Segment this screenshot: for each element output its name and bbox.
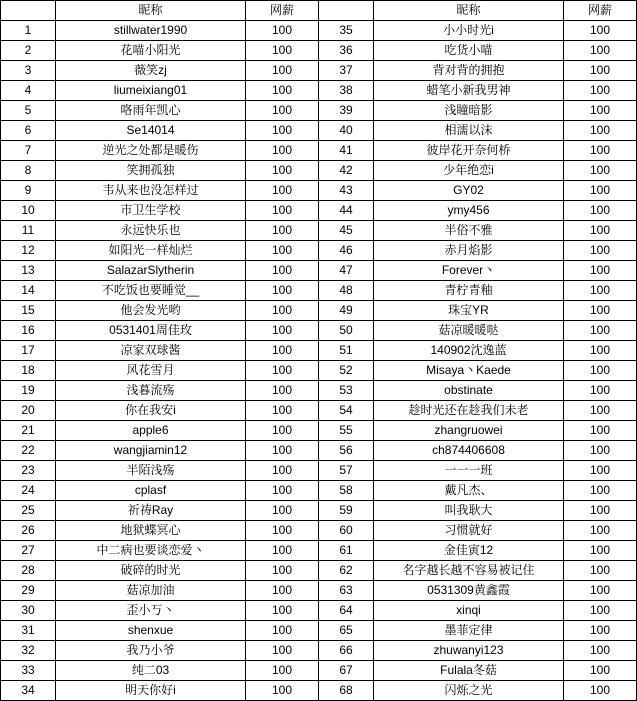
row-index-left: 20 bbox=[1, 401, 56, 421]
row-index-right: 51 bbox=[319, 341, 374, 361]
salary-cell-left: 100 bbox=[246, 261, 319, 281]
salary-cell-right: 100 bbox=[564, 21, 637, 41]
nickname-cell-left: 逆光之处都是暖伤 bbox=[56, 141, 246, 161]
salary-cell-right: 100 bbox=[564, 141, 637, 161]
row-index-right: 65 bbox=[319, 621, 374, 641]
salary-cell-left: 100 bbox=[246, 201, 319, 221]
nickname-cell-left: 笑拥孤独 bbox=[56, 161, 246, 181]
salary-cell-left: 100 bbox=[246, 361, 319, 381]
nickname-cell-right: zhangruowei bbox=[374, 421, 564, 441]
row-index-left: 17 bbox=[1, 341, 56, 361]
row-index-right: 45 bbox=[319, 221, 374, 241]
table-row bbox=[1, 181, 637, 201]
row-index-left: 30 bbox=[1, 601, 56, 621]
nickname-cell-right: 戴凡杰、 bbox=[374, 481, 564, 501]
salary-cell-right: 100 bbox=[564, 321, 637, 341]
salary-cell-left: 100 bbox=[246, 481, 319, 501]
table-row bbox=[1, 201, 637, 221]
salary-cell-left: 100 bbox=[246, 341, 319, 361]
salary-cell-right: 100 bbox=[564, 261, 637, 281]
nickname-cell-right: 金佳寅12 bbox=[374, 541, 564, 561]
salary-cell-left: 100 bbox=[246, 461, 319, 481]
nickname-cell-left: liumeixiang01 bbox=[56, 81, 246, 101]
nickname-cell-right: 珠宝YR bbox=[374, 301, 564, 321]
row-index-left: 28 bbox=[1, 561, 56, 581]
row-index-left: 29 bbox=[1, 581, 56, 601]
row-index-right: 38 bbox=[319, 81, 374, 101]
nickname-cell-right: Fulala冬菇 bbox=[374, 661, 564, 681]
row-index-right: 42 bbox=[319, 161, 374, 181]
row-index-left: 14 bbox=[1, 281, 56, 301]
row-index-right: 56 bbox=[319, 441, 374, 461]
salary-cell-right: 100 bbox=[564, 381, 637, 401]
table-header-row bbox=[1, 1, 637, 21]
table-row bbox=[1, 101, 637, 121]
nickname-cell-left: shenxue bbox=[56, 621, 246, 641]
salary-cell-left: 100 bbox=[246, 641, 319, 661]
table-row bbox=[1, 461, 637, 481]
salary-cell-left: 100 bbox=[246, 61, 319, 81]
salary-cell-left: 100 bbox=[246, 541, 319, 561]
table-row bbox=[1, 541, 637, 561]
nickname-cell-left: 韦从来也没怎样过 bbox=[56, 181, 246, 201]
row-index-left: 31 bbox=[1, 621, 56, 641]
row-index-left: 34 bbox=[1, 681, 56, 701]
salary-cell-right: 100 bbox=[564, 641, 637, 661]
salary-cell-left: 100 bbox=[246, 221, 319, 241]
row-index-left: 6 bbox=[1, 121, 56, 141]
salary-cell-left: 100 bbox=[246, 561, 319, 581]
nickname-cell-right: Misaya丶Kaede bbox=[374, 361, 564, 381]
nickname-cell-right: 彼岸花开奈何桥 bbox=[374, 141, 564, 161]
nickname-cell-right: GY02 bbox=[374, 181, 564, 201]
salary-cell-left: 100 bbox=[246, 401, 319, 421]
nickname-cell-left: 咯雨年凯心 bbox=[56, 101, 246, 121]
row-index-right: 50 bbox=[319, 321, 374, 341]
table-row bbox=[1, 381, 637, 401]
salary-cell-left: 100 bbox=[246, 41, 319, 61]
nickname-cell-right: 叫我耿大 bbox=[374, 501, 564, 521]
salary-cell-right: 100 bbox=[564, 61, 637, 81]
nickname-cell-right: 浅瞳暗影 bbox=[374, 101, 564, 121]
row-index-right: 67 bbox=[319, 661, 374, 681]
salary-cell-left: 100 bbox=[246, 141, 319, 161]
row-index-left: 33 bbox=[1, 661, 56, 681]
row-index-right: 48 bbox=[319, 281, 374, 301]
table-row bbox=[1, 521, 637, 541]
column-header-nickname-left: 昵称 bbox=[56, 1, 246, 21]
nickname-cell-left: 他会发光哟 bbox=[56, 301, 246, 321]
row-index-left: 18 bbox=[1, 361, 56, 381]
salary-cell-left: 100 bbox=[246, 601, 319, 621]
row-index-right: 55 bbox=[319, 421, 374, 441]
nickname-cell-right: 墨菲定律 bbox=[374, 621, 564, 641]
salary-cell-right: 100 bbox=[564, 501, 637, 521]
table-row bbox=[1, 501, 637, 521]
column-header-salary-left: 网薪 bbox=[246, 1, 319, 21]
column-header-index-left bbox=[1, 1, 56, 21]
nickname-cell-left: 地狱蝶冥心 bbox=[56, 521, 246, 541]
salary-cell-right: 100 bbox=[564, 461, 637, 481]
salary-cell-right: 100 bbox=[564, 221, 637, 241]
salary-cell-right: 100 bbox=[564, 441, 637, 461]
salary-cell-left: 100 bbox=[246, 281, 319, 301]
row-index-left: 13 bbox=[1, 261, 56, 281]
nickname-cell-right: ch874406608 bbox=[374, 441, 564, 461]
row-index-left: 26 bbox=[1, 521, 56, 541]
table-row bbox=[1, 321, 637, 341]
table-row bbox=[1, 681, 637, 701]
nickname-cell-left: 你在我安i bbox=[56, 401, 246, 421]
row-index-left: 23 bbox=[1, 461, 56, 481]
row-index-right: 40 bbox=[319, 121, 374, 141]
salary-cell-left: 100 bbox=[246, 681, 319, 701]
row-index-right: 66 bbox=[319, 641, 374, 661]
salary-cell-right: 100 bbox=[564, 681, 637, 701]
row-index-right: 61 bbox=[319, 541, 374, 561]
nickname-cell-left: 花喵小阳光 bbox=[56, 41, 246, 61]
nickname-cell-left: 0531401周佳玫 bbox=[56, 321, 246, 341]
row-index-right: 54 bbox=[319, 401, 374, 421]
row-index-left: 5 bbox=[1, 101, 56, 121]
row-index-left: 10 bbox=[1, 201, 56, 221]
salary-cell-left: 100 bbox=[246, 501, 319, 521]
row-index-right: 41 bbox=[319, 141, 374, 161]
row-index-right: 44 bbox=[319, 201, 374, 221]
row-index-left: 2 bbox=[1, 41, 56, 61]
salary-cell-left: 100 bbox=[246, 661, 319, 681]
table-row bbox=[1, 161, 637, 181]
row-index-right: 36 bbox=[319, 41, 374, 61]
row-index-left: 24 bbox=[1, 481, 56, 501]
table-row bbox=[1, 421, 637, 441]
nickname-cell-left: 破碎的时光 bbox=[56, 561, 246, 581]
nickname-cell-left: Se14014 bbox=[56, 121, 246, 141]
nickname-cell-right: 蜡笔小新我男神 bbox=[374, 81, 564, 101]
salary-cell-right: 100 bbox=[564, 101, 637, 121]
nickname-cell-left: 风花雪月 bbox=[56, 361, 246, 381]
nickname-cell-left: SalazarSlytherin bbox=[56, 261, 246, 281]
nickname-cell-right: zhuwanyi123 bbox=[374, 641, 564, 661]
nickname-cell-left: cplasf bbox=[56, 481, 246, 501]
row-index-left: 7 bbox=[1, 141, 56, 161]
salary-cell-right: 100 bbox=[564, 181, 637, 201]
table-row bbox=[1, 301, 637, 321]
row-index-right: 53 bbox=[319, 381, 374, 401]
salary-cell-right: 100 bbox=[564, 281, 637, 301]
table-row bbox=[1, 601, 637, 621]
salary-cell-left: 100 bbox=[246, 81, 319, 101]
nickname-cell-right: xinqi bbox=[374, 601, 564, 621]
nickname-cell-right: 相濡以沫 bbox=[374, 121, 564, 141]
salary-cell-right: 100 bbox=[564, 541, 637, 561]
nickname-cell-left: 菇凉加油 bbox=[56, 581, 246, 601]
row-index-right: 52 bbox=[319, 361, 374, 381]
table-row bbox=[1, 261, 637, 281]
table-row bbox=[1, 81, 637, 101]
table-row bbox=[1, 481, 637, 501]
nickname-cell-left: 不吃饭也要睡觉__ bbox=[56, 281, 246, 301]
salary-cell-right: 100 bbox=[564, 301, 637, 321]
table-row bbox=[1, 661, 637, 681]
salary-cell-right: 100 bbox=[564, 421, 637, 441]
nickname-cell-right: 0531309黄鑫霞 bbox=[374, 581, 564, 601]
column-header-salary-right: 网薪 bbox=[564, 1, 637, 21]
salary-cell-left: 100 bbox=[246, 101, 319, 121]
row-index-left: 1 bbox=[1, 21, 56, 41]
nickname-cell-left: 浅暮流殇 bbox=[56, 381, 246, 401]
column-header-nickname-right: 昵称 bbox=[374, 1, 564, 21]
row-index-right: 47 bbox=[319, 261, 374, 281]
salary-cell-left: 100 bbox=[246, 381, 319, 401]
nickname-cell-left: 我乃小爷 bbox=[56, 641, 246, 661]
nickname-cell-right: 闪烁之光 bbox=[374, 681, 564, 701]
salary-cell-right: 100 bbox=[564, 161, 637, 181]
row-index-right: 35 bbox=[319, 21, 374, 41]
row-index-right: 43 bbox=[319, 181, 374, 201]
nickname-cell-right: 名字越长越不容易被记住 bbox=[374, 561, 564, 581]
nickname-cell-right: obstinate bbox=[374, 381, 564, 401]
row-index-right: 60 bbox=[319, 521, 374, 541]
table-row bbox=[1, 121, 637, 141]
salary-cell-right: 100 bbox=[564, 661, 637, 681]
salary-cell-right: 100 bbox=[564, 561, 637, 581]
nickname-cell-left: 市卫生学校 bbox=[56, 201, 246, 221]
nickname-cell-left: 歪小丂丶 bbox=[56, 601, 246, 621]
salary-cell-left: 100 bbox=[246, 421, 319, 441]
table-row bbox=[1, 141, 637, 161]
salary-cell-left: 100 bbox=[246, 161, 319, 181]
row-index-left: 15 bbox=[1, 301, 56, 321]
salary-cell-right: 100 bbox=[564, 621, 637, 641]
nickname-cell-left: 薇笑zj bbox=[56, 61, 246, 81]
nickname-cell-right: 背对背的拥抱 bbox=[374, 61, 564, 81]
salary-cell-left: 100 bbox=[246, 621, 319, 641]
table-row bbox=[1, 61, 637, 81]
nickname-cell-left: 半陌浅殇 bbox=[56, 461, 246, 481]
table-row bbox=[1, 581, 637, 601]
row-index-left: 21 bbox=[1, 421, 56, 441]
row-index-left: 12 bbox=[1, 241, 56, 261]
row-index-left: 22 bbox=[1, 441, 56, 461]
row-index-right: 68 bbox=[319, 681, 374, 701]
nickname-cell-left: 明天你好i bbox=[56, 681, 246, 701]
salary-cell-right: 100 bbox=[564, 201, 637, 221]
salary-cell-right: 100 bbox=[564, 581, 637, 601]
row-index-right: 39 bbox=[319, 101, 374, 121]
salary-cell-left: 100 bbox=[246, 321, 319, 341]
row-index-right: 63 bbox=[319, 581, 374, 601]
nickname-cell-right: 半俗不雅 bbox=[374, 221, 564, 241]
salary-cell-left: 100 bbox=[246, 121, 319, 141]
table-body bbox=[1, 21, 637, 701]
salary-cell-left: 100 bbox=[246, 21, 319, 41]
table-row bbox=[1, 641, 637, 661]
nickname-cell-right: 菇凉暖暖哒 bbox=[374, 321, 564, 341]
row-index-right: 64 bbox=[319, 601, 374, 621]
table-row bbox=[1, 21, 637, 41]
row-index-right: 59 bbox=[319, 501, 374, 521]
salary-cell-right: 100 bbox=[564, 241, 637, 261]
table-row bbox=[1, 561, 637, 581]
nickname-cell-left: 如阳光一样灿烂 bbox=[56, 241, 246, 261]
nickname-cell-left: 中二病也要谈恋爱丶 bbox=[56, 541, 246, 561]
nickname-cell-right: 140902沈逸蓝 bbox=[374, 341, 564, 361]
nickname-cell-right: 赤月焰影 bbox=[374, 241, 564, 261]
nickname-cell-right: ymy456 bbox=[374, 201, 564, 221]
row-index-left: 27 bbox=[1, 541, 56, 561]
column-header-index-right bbox=[319, 1, 374, 21]
salary-cell-left: 100 bbox=[246, 181, 319, 201]
row-index-left: 11 bbox=[1, 221, 56, 241]
nickname-cell-left: 祈祷Ray bbox=[56, 501, 246, 521]
nickname-cell-left: 纯二03 bbox=[56, 661, 246, 681]
nickname-cell-right: 吃货小喵 bbox=[374, 41, 564, 61]
nickname-cell-right: 小小时光i bbox=[374, 21, 564, 41]
row-index-right: 62 bbox=[319, 561, 374, 581]
nickname-cell-left: 永远快乐也 bbox=[56, 221, 246, 241]
salary-cell-left: 100 bbox=[246, 241, 319, 261]
nickname-cell-left: wangjiamin12 bbox=[56, 441, 246, 461]
salary-cell-left: 100 bbox=[246, 521, 319, 541]
salary-cell-left: 100 bbox=[246, 441, 319, 461]
salary-cell-right: 100 bbox=[564, 481, 637, 501]
nickname-cell-right: Forever丶 bbox=[374, 261, 564, 281]
table-row bbox=[1, 361, 637, 381]
row-index-right: 58 bbox=[319, 481, 374, 501]
salary-cell-right: 100 bbox=[564, 341, 637, 361]
salary-cell-left: 100 bbox=[246, 301, 319, 321]
salary-cell-right: 100 bbox=[564, 81, 637, 101]
table-row bbox=[1, 41, 637, 61]
row-index-left: 16 bbox=[1, 321, 56, 341]
row-index-right: 57 bbox=[319, 461, 374, 481]
row-index-left: 32 bbox=[1, 641, 56, 661]
nickname-cell-right: 趁时光还在趁我们未老 bbox=[374, 401, 564, 421]
table-row bbox=[1, 621, 637, 641]
nickname-cell-left: apple6 bbox=[56, 421, 246, 441]
table-row bbox=[1, 221, 637, 241]
salary-cell-right: 100 bbox=[564, 121, 637, 141]
nickname-cell-right: 习惯就好 bbox=[374, 521, 564, 541]
table-row bbox=[1, 281, 637, 301]
table-row bbox=[1, 241, 637, 261]
salary-cell-left: 100 bbox=[246, 581, 319, 601]
nickname-cell-left: 凉家双球酱 bbox=[56, 341, 246, 361]
row-index-left: 8 bbox=[1, 161, 56, 181]
salary-cell-right: 100 bbox=[564, 41, 637, 61]
table-row bbox=[1, 401, 637, 421]
salary-cell-right: 100 bbox=[564, 521, 637, 541]
row-index-left: 19 bbox=[1, 381, 56, 401]
table-row bbox=[1, 441, 637, 461]
nickname-cell-right: 青柠青釉 bbox=[374, 281, 564, 301]
row-index-right: 46 bbox=[319, 241, 374, 261]
nickname-cell-right: 一一一班 bbox=[374, 461, 564, 481]
nickname-cell-right: 少年绝恋i bbox=[374, 161, 564, 181]
row-index-left: 3 bbox=[1, 61, 56, 81]
row-index-left: 25 bbox=[1, 501, 56, 521]
salary-cell-right: 100 bbox=[564, 601, 637, 621]
table-row bbox=[1, 341, 637, 361]
salary-cell-right: 100 bbox=[564, 401, 637, 421]
row-index-left: 9 bbox=[1, 181, 56, 201]
row-index-right: 37 bbox=[319, 61, 374, 81]
salary-cell-right: 100 bbox=[564, 361, 637, 381]
nickname-cell-left: stillwater1990 bbox=[56, 21, 246, 41]
row-index-left: 4 bbox=[1, 81, 56, 101]
row-index-right: 49 bbox=[319, 301, 374, 321]
